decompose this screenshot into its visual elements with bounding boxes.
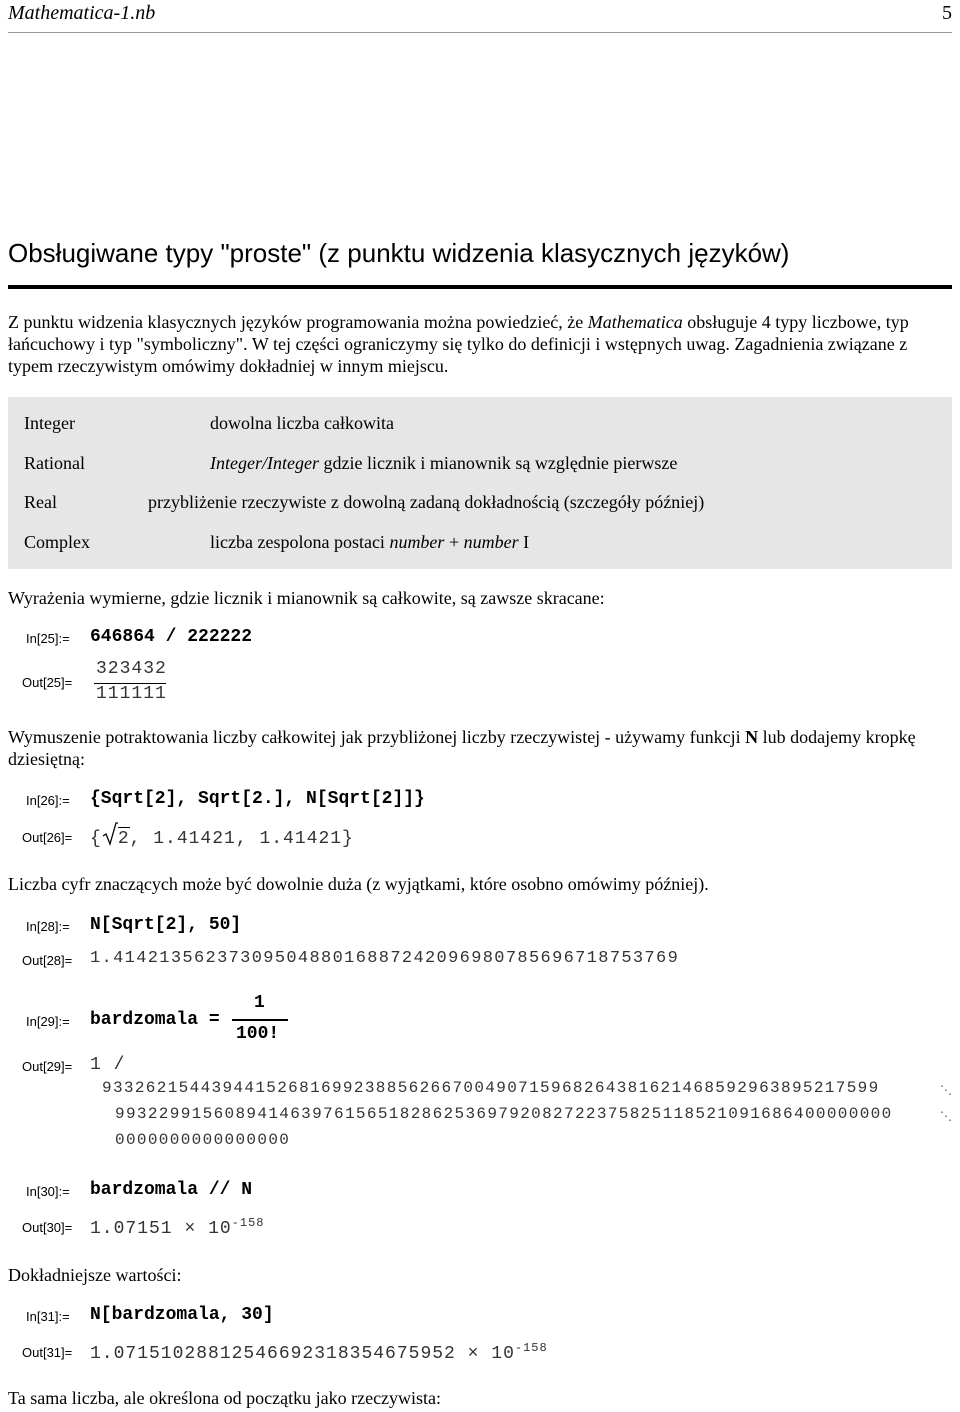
continuation-icon: ⋱ [940, 1083, 952, 1097]
intro-text-2: obsługuje 4 typy liczbowe, typ łańcuchowy i typ "symboliczny". W tej części ograniczymy się tylko do definicji i wstępnych uwag. Zagadnienia związane z typem rzeczywistym omówimy dokładniej w innym miejscu. [8, 312, 909, 376]
in29-label: In[29]:= [26, 1014, 70, 1029]
type-rational-desc [210, 453, 677, 474]
in29-denominator: 100! [236, 1024, 280, 1044]
text-numeric-post: lub dodajemy kropkę dziesiętną: [8, 727, 916, 769]
out29-line-1: 93326215443944152681699238856266700490715968264381621468592963895217599 [102, 1079, 880, 1097]
times-icon: × [184, 1219, 197, 1239]
out26-value [90, 826, 354, 849]
in25-label: In[25]:= [26, 631, 70, 646]
text-numeric [8, 726, 948, 770]
out28-value: 1.4142135623730950488016887242096980785696718753769 [90, 949, 680, 968]
in29-numerator: 1 [254, 993, 265, 1013]
out26-label: Out[26]= [22, 830, 73, 845]
out29-line-3: 0000000000000000 [115, 1131, 291, 1149]
rational-desc-text: gdzie licznik i mianownik są względnie pierwsze [318, 453, 678, 473]
in28-code[interactable]: N[Sqrt[2], 50] [90, 915, 242, 935]
type-rational: Rational [24, 453, 85, 473]
out29-label: Out[29]= [22, 1059, 73, 1074]
section-title: Obsługiwane typy "proste" (z punktu widzenia klasycznych języków) [8, 238, 790, 268]
out26-rest: , 1.41421, 1.41421} [129, 829, 354, 849]
in26-code[interactable]: {Sqrt[2], Sqrt[2.], N[Sqrt[2]]} [90, 789, 425, 809]
text-numeric-n: N [745, 727, 759, 747]
out30-value [90, 1216, 264, 1239]
section-divider [8, 285, 952, 289]
out30-base: 10 [208, 1219, 232, 1239]
text-numeric-pre: Wymuszenie potraktowania liczby całkowitej jak przybliżonej liczby rzeczywistej - używamy funkcji [8, 727, 746, 747]
in29-code[interactable]: bardzomala = [90, 1010, 220, 1030]
complex-desc-number-1: number [389, 532, 445, 552]
type-complex: Complex [24, 532, 90, 552]
times-icon: × [467, 1344, 480, 1364]
type-real-desc: przybliżenie rzeczywiste z dowolną zadaną dokładnością (szczegóły później) [148, 492, 705, 512]
out31-exponent: -158 [514, 1341, 548, 1355]
out31-mantissa: 1.07151028812546692318354675952 [90, 1344, 456, 1364]
intro-text-1: Z punktu widzenia klasycznych języków programowania można powiedzieć, że [8, 312, 588, 332]
out31-base: 10 [491, 1344, 515, 1364]
out29-prefix: 1 / [90, 1055, 126, 1075]
in30-label: In[30]:= [26, 1184, 70, 1199]
notebook-title: Mathematica-1.nb [8, 2, 156, 24]
header-divider [8, 32, 952, 33]
out25-denominator: 111111 [96, 684, 167, 704]
in30-code[interactable]: bardzomala // N [90, 1180, 253, 1200]
text-rational: Wyrażenia wymierne, gdzie licznik i mianownik są całkowite, są zawsze skracane: [8, 588, 605, 608]
in25-code[interactable]: 646864 / 222222 [90, 627, 253, 647]
out28-label: Out[28]= [22, 953, 73, 968]
intro-paragraph [8, 311, 952, 377]
out30-exponent: -158 [231, 1216, 265, 1230]
in31-label: In[31]:= [26, 1309, 70, 1324]
out25-label: Out[25]= [22, 675, 73, 690]
out30-label: Out[30]= [22, 1220, 73, 1235]
out29-line-2: 99322991560894146397615651828625369792082722375825118521091686400000000 [115, 1105, 893, 1123]
complex-desc-i: I [518, 532, 530, 552]
out30-mantissa: 1.07151 [90, 1219, 173, 1239]
out31-value [90, 1341, 548, 1364]
out26-sqrt-arg: 2 [117, 829, 130, 849]
type-integer: Integer [24, 413, 75, 433]
types-table [8, 397, 952, 569]
in28-label: In[28]:= [26, 919, 70, 934]
out26-open-brace: { [90, 829, 102, 849]
complex-desc-plus: + [444, 532, 464, 552]
type-complex-desc [210, 532, 529, 553]
continuation-icon: ⋱ [940, 1109, 952, 1123]
type-real: Real [24, 492, 57, 512]
in26-label: In[26]:= [26, 793, 70, 808]
text-exact: Dokładniejsze wartości: [8, 1265, 182, 1285]
text-precision: Liczba cyfr znaczących może być dowolnie duża (z wyjątkami, które osobno omówimy później). [8, 874, 709, 894]
complex-desc-number-2: number [463, 532, 519, 552]
complex-desc-pre: liczba zespolona postaci [210, 532, 390, 552]
out25-numerator: 323432 [96, 659, 167, 679]
in29-fraction-bar [232, 1019, 288, 1021]
text-real: Ta sama liczba, ale określona od początku jako rzeczywista: [8, 1388, 442, 1408]
type-integer-desc: dowolna liczba całkowita [210, 413, 394, 433]
intro-mathematica: Mathematica [587, 312, 683, 332]
sqrt-icon [102, 826, 118, 846]
rational-desc-italic: Integer/Integer [210, 453, 319, 473]
out31-label: Out[31]= [22, 1345, 73, 1360]
page-number: 5 [942, 2, 952, 24]
in31-code[interactable]: N[bardzomala, 30] [90, 1305, 274, 1325]
